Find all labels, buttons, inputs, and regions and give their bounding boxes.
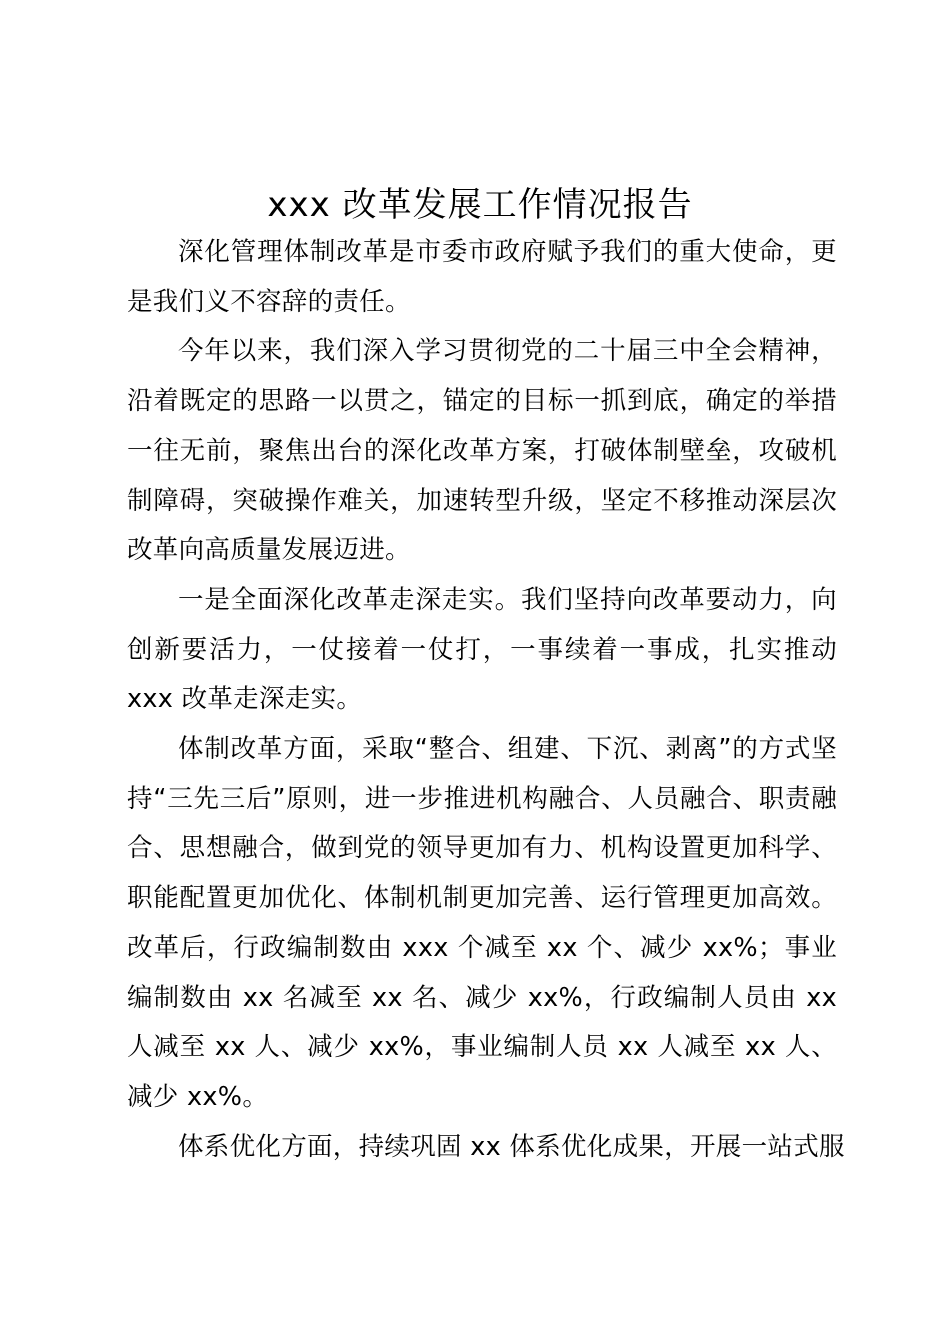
document-body bbox=[127, 228, 845, 1172]
paragraph-point-one: 一是全面深化改革走深走实。我们坚持向改革要动力，向创新要活力，一仗接着一仗打，一事续着一事成，扎实推动 xxx 改革走深走实。 bbox=[127, 584, 837, 715]
document-title: xxx 改革发展工作情况报告 bbox=[267, 185, 693, 225]
paragraph-overview: 今年以来，我们深入学习贯彻党的二十届三中全会精神，沿着既定的思路一以贯之，锚定的目标一抓到底，确定的举措一往无前，聚焦出台的深化改革方案，打破体制壁垒，攻破机制障碍，突破操作难关，加速转型升级，坚定不移推动深层次改革向高质量发展迈进。 bbox=[127, 336, 837, 566]
paragraph-intro: 深化管理体制改革是市委市政府赋予我们的重大使命，更是我们义不容辞的责任。 bbox=[127, 237, 837, 317]
paragraph-system-optimization: 体系优化方面，持续巩固 xx 体系优化成果，开展一站式服 bbox=[178, 1131, 845, 1162]
paragraph-institutional-reform: 体制改革方面，采取“整合、组建、下沉、剥离”的方式坚持“三先三后”原则，进一步推进机构融合、人员融合、职责融合、思想融合，做到党的领导更加有力、机构设置更加科学、职能配置更加优化、体制机制更加完善、运行管理更加高效。改革后，行政编制数由 xxx 个减至 xx 个、减少 xx%；事业编制数由 xx 名减至 xx 名、减少 xx%，行政编制人员由 xx 人减至 xx 人、减少 xx%，事业编制人员 xx 人减至 xx 人、减少 xx%。 bbox=[127, 734, 837, 1112]
